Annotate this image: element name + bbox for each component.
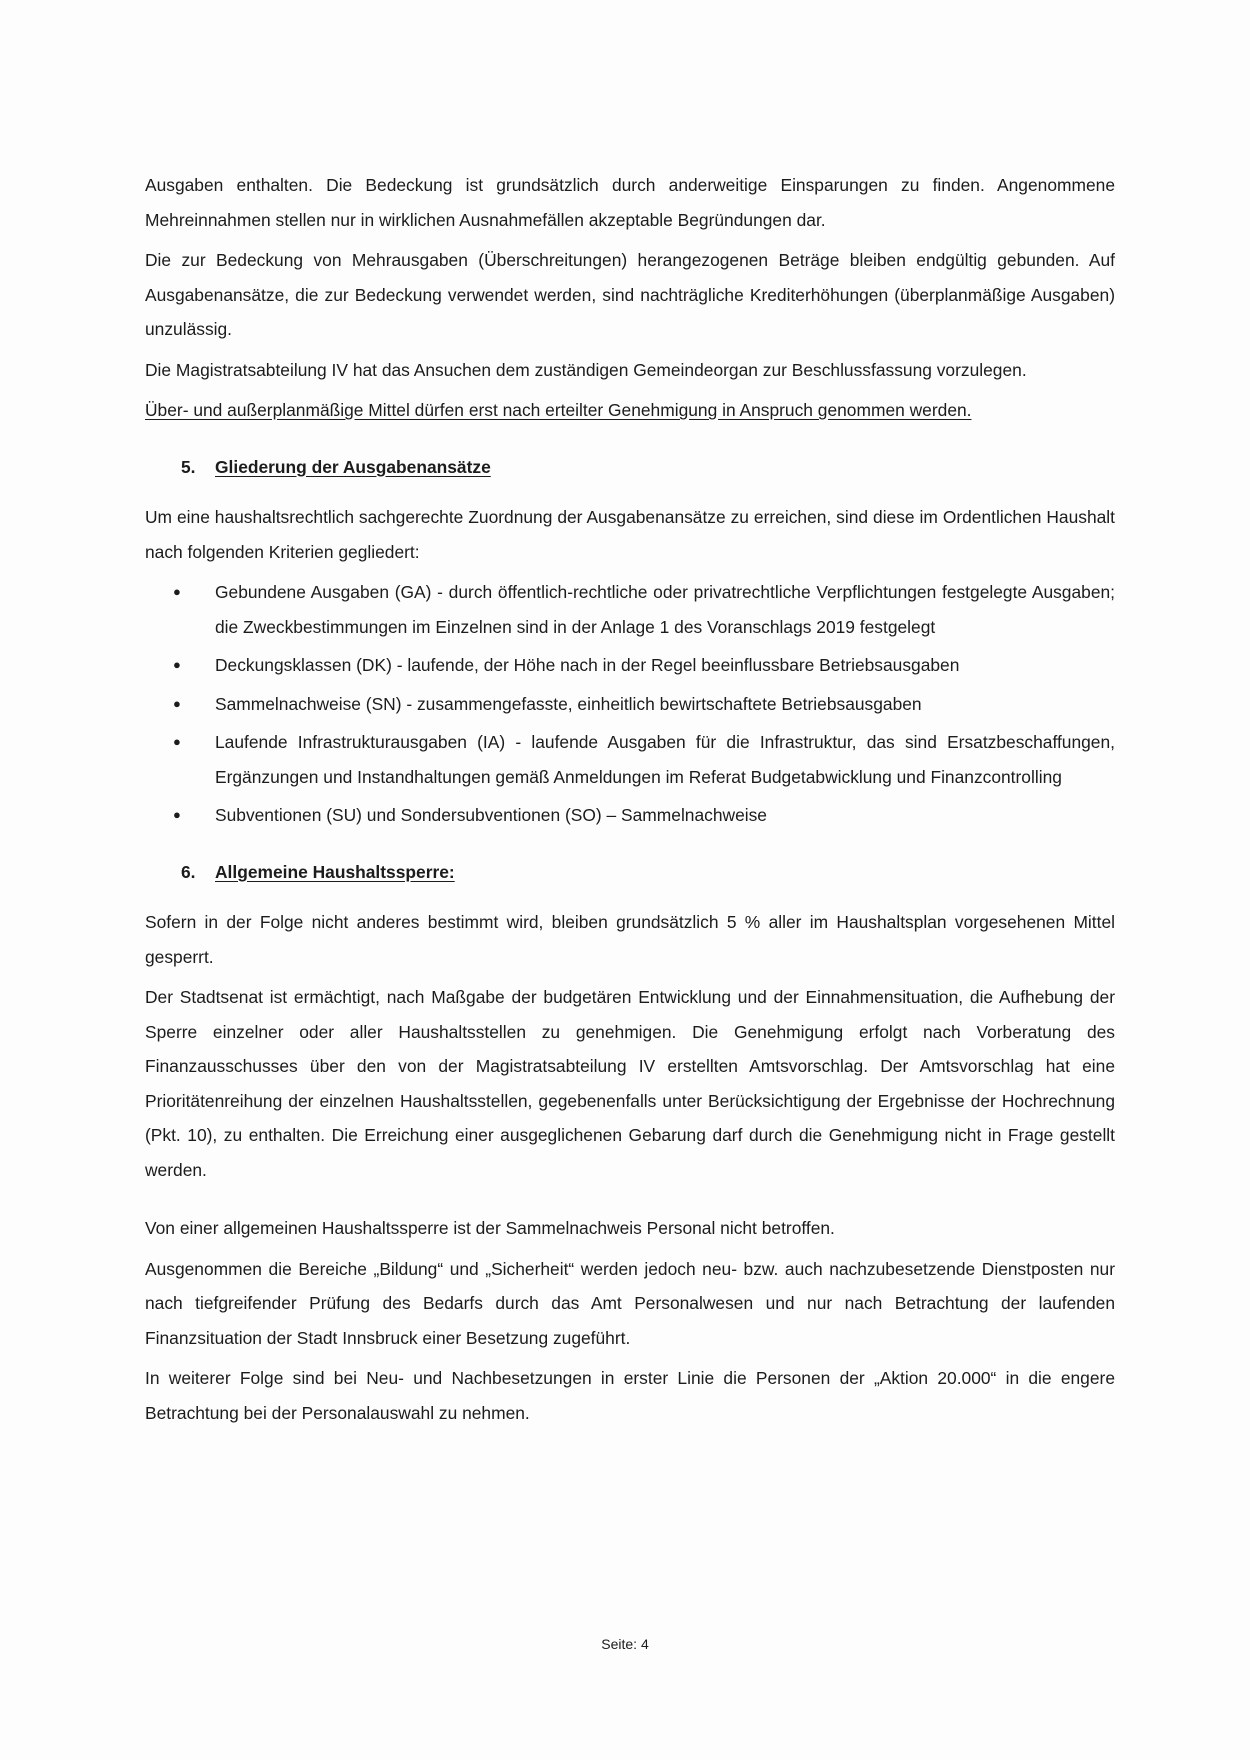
bullet-icon: ● [173, 734, 181, 749]
bullet-icon: ● [173, 695, 181, 711]
section-5-number: 5. [181, 456, 196, 477]
list-item [145, 725, 1115, 794]
list-item [145, 575, 1115, 644]
list-item [145, 687, 1115, 722]
bullet-icon: ● [173, 584, 181, 599]
list-item-text: Gebundene Ausgaben (GA) - durch öffentlich-rechtliche oder privatrechtliche Verpflichtungen festgelegte Ausgaben; die Zweckbestimmungen im Einzelnen sind in der Anlage 1 des Voranschlags 2019 festgelegt [215, 582, 1115, 637]
paragraph-stadtsenat: Der Stadtsenat ist ermächtigt, nach Maßgabe der budgetären Entwicklung und der Einnahmensituation, die Aufhebung der Sperre einzelner oder aller Haushaltsstellen zu genehmigen. Die Genehmigung erfolgt nach Vorberatung des Finanzausschusses über den von der Magistratsabteilung IV erstellten Amtsvorschlag. Der Amtsvorschlag hat eine Prioritätenreihung der einzelnen Haushaltsstellen, gegebenenfalls unter Berücksichtigung der Ergebnisse der Hochrechnung (Pkt. 10), zu enthalten. Die Erreichung einer ausgeglichenen Gebarung darf durch die Genehmigung nicht in Frage gestellt werden. [145, 987, 1115, 1180]
paragraph-dienstposten: Ausgenommen die Bereiche „Bildung“ und „Sicherheit“ werden jedoch neu- bzw. auch nachzubesetzende Dienstposten nur nach tiefgreifender Prüfung des Bedarfs durch das Amt Personalwesen und nur nach Betrachtung der laufenden Finanzsituation der Stadt Innsbruck einer Besetzung zugeführt. [145, 1258, 1115, 1348]
list-item [145, 798, 1115, 833]
paragraph-aktion: In weiterer Folge sind bei Neu- und Nachbesetzungen in erster Linie die Personen der „Aktion 20.000“ in die engere Betrachtung bei der Personalauswahl zu nehmen. [145, 1368, 1115, 1423]
list-item-text: Laufende Infrastrukturausgaben (IA) - laufende Ausgaben für die Infrastruktur, das sind Ersatzbeschaffungen, Ergänzungen und Instandhaltungen gemäß Anmeldungen im Referat Budgetabwicklung und Finanzcontrolling [215, 732, 1115, 787]
underlined-statement: Über- und außerplanmäßige Mittel dürfen erst nach erteilter Genehmigung in Anspruch genommen werden. [145, 400, 972, 420]
section-6-heading [145, 855, 1115, 890]
page-number: Seite: 4 [601, 1636, 649, 1652]
bullet-icon: ● [173, 657, 181, 672]
bullet-icon: ● [173, 807, 181, 822]
paragraph-magistratsabteilung: Die Magistratsabteilung IV hat das Ansuchen dem zuständigen Gemeindeorgan zur Beschlussfassung vorzulegen. [145, 359, 1027, 380]
list-item-text: Subventionen (SU) und Sondersubventionen (SO) – Sammelnachweise [215, 805, 767, 825]
section-5-heading [145, 450, 1115, 485]
page-content [145, 168, 1115, 1436]
section-5-title: Gliederung der Ausgabenansätze [215, 456, 491, 477]
paragraph-personal: Von einer allgemeinen Haushaltssperre ist der Sammelnachweis Personal nicht betroffen. [145, 1218, 835, 1238]
list-item-text: Deckungsklassen (DK) - laufende, der Höhe nach in der Regel beeinflussbare Betriebsausgaben [215, 655, 960, 675]
paragraph-sperre: Sofern in der Folge nicht anderes bestimmt wird, bleiben grundsätzlich 5 % aller im Haushaltsplan vorgesehenen Mittel gesperrt. [145, 912, 1115, 967]
criteria-list [145, 575, 1115, 833]
paragraph-gebunden: Die zur Bedeckung von Mehrausgaben (Überschreitungen) herangezogenen Beträge bleiben endgültig gebunden. Auf Ausgabenansätze, die zur Bedeckung verwendet werden, sind nachträgliche Krediterhöhungen (überplanmäßige Ausgaben) unzulässig. [145, 250, 1115, 339]
list-item-text: Sammelnachweise (SN) - zusammengefasste, einheitlich bewirtschaftete Betriebsausgaben [215, 693, 922, 714]
section-6-title: Allgemeine Haushaltssperre: [215, 861, 455, 882]
section-5-intro: Um eine haushaltsrechtlich sachgerechte Zuordnung der Ausgabenansätze zu erreichen, sind diese im Ordentlichen Haushalt nach folgenden Kriterien gegliedert: [145, 507, 1115, 562]
paragraph-bedeckung: Ausgaben enthalten. Die Bedeckung ist grundsätzlich durch anderweitige Einsparungen zu finden. Angenommene Mehreinnahmen stellen nur in wirklichen Ausnahmefällen akzeptable Begründungen dar. [145, 175, 1115, 230]
list-item [145, 648, 1115, 683]
section-6-number: 6. [181, 861, 196, 882]
